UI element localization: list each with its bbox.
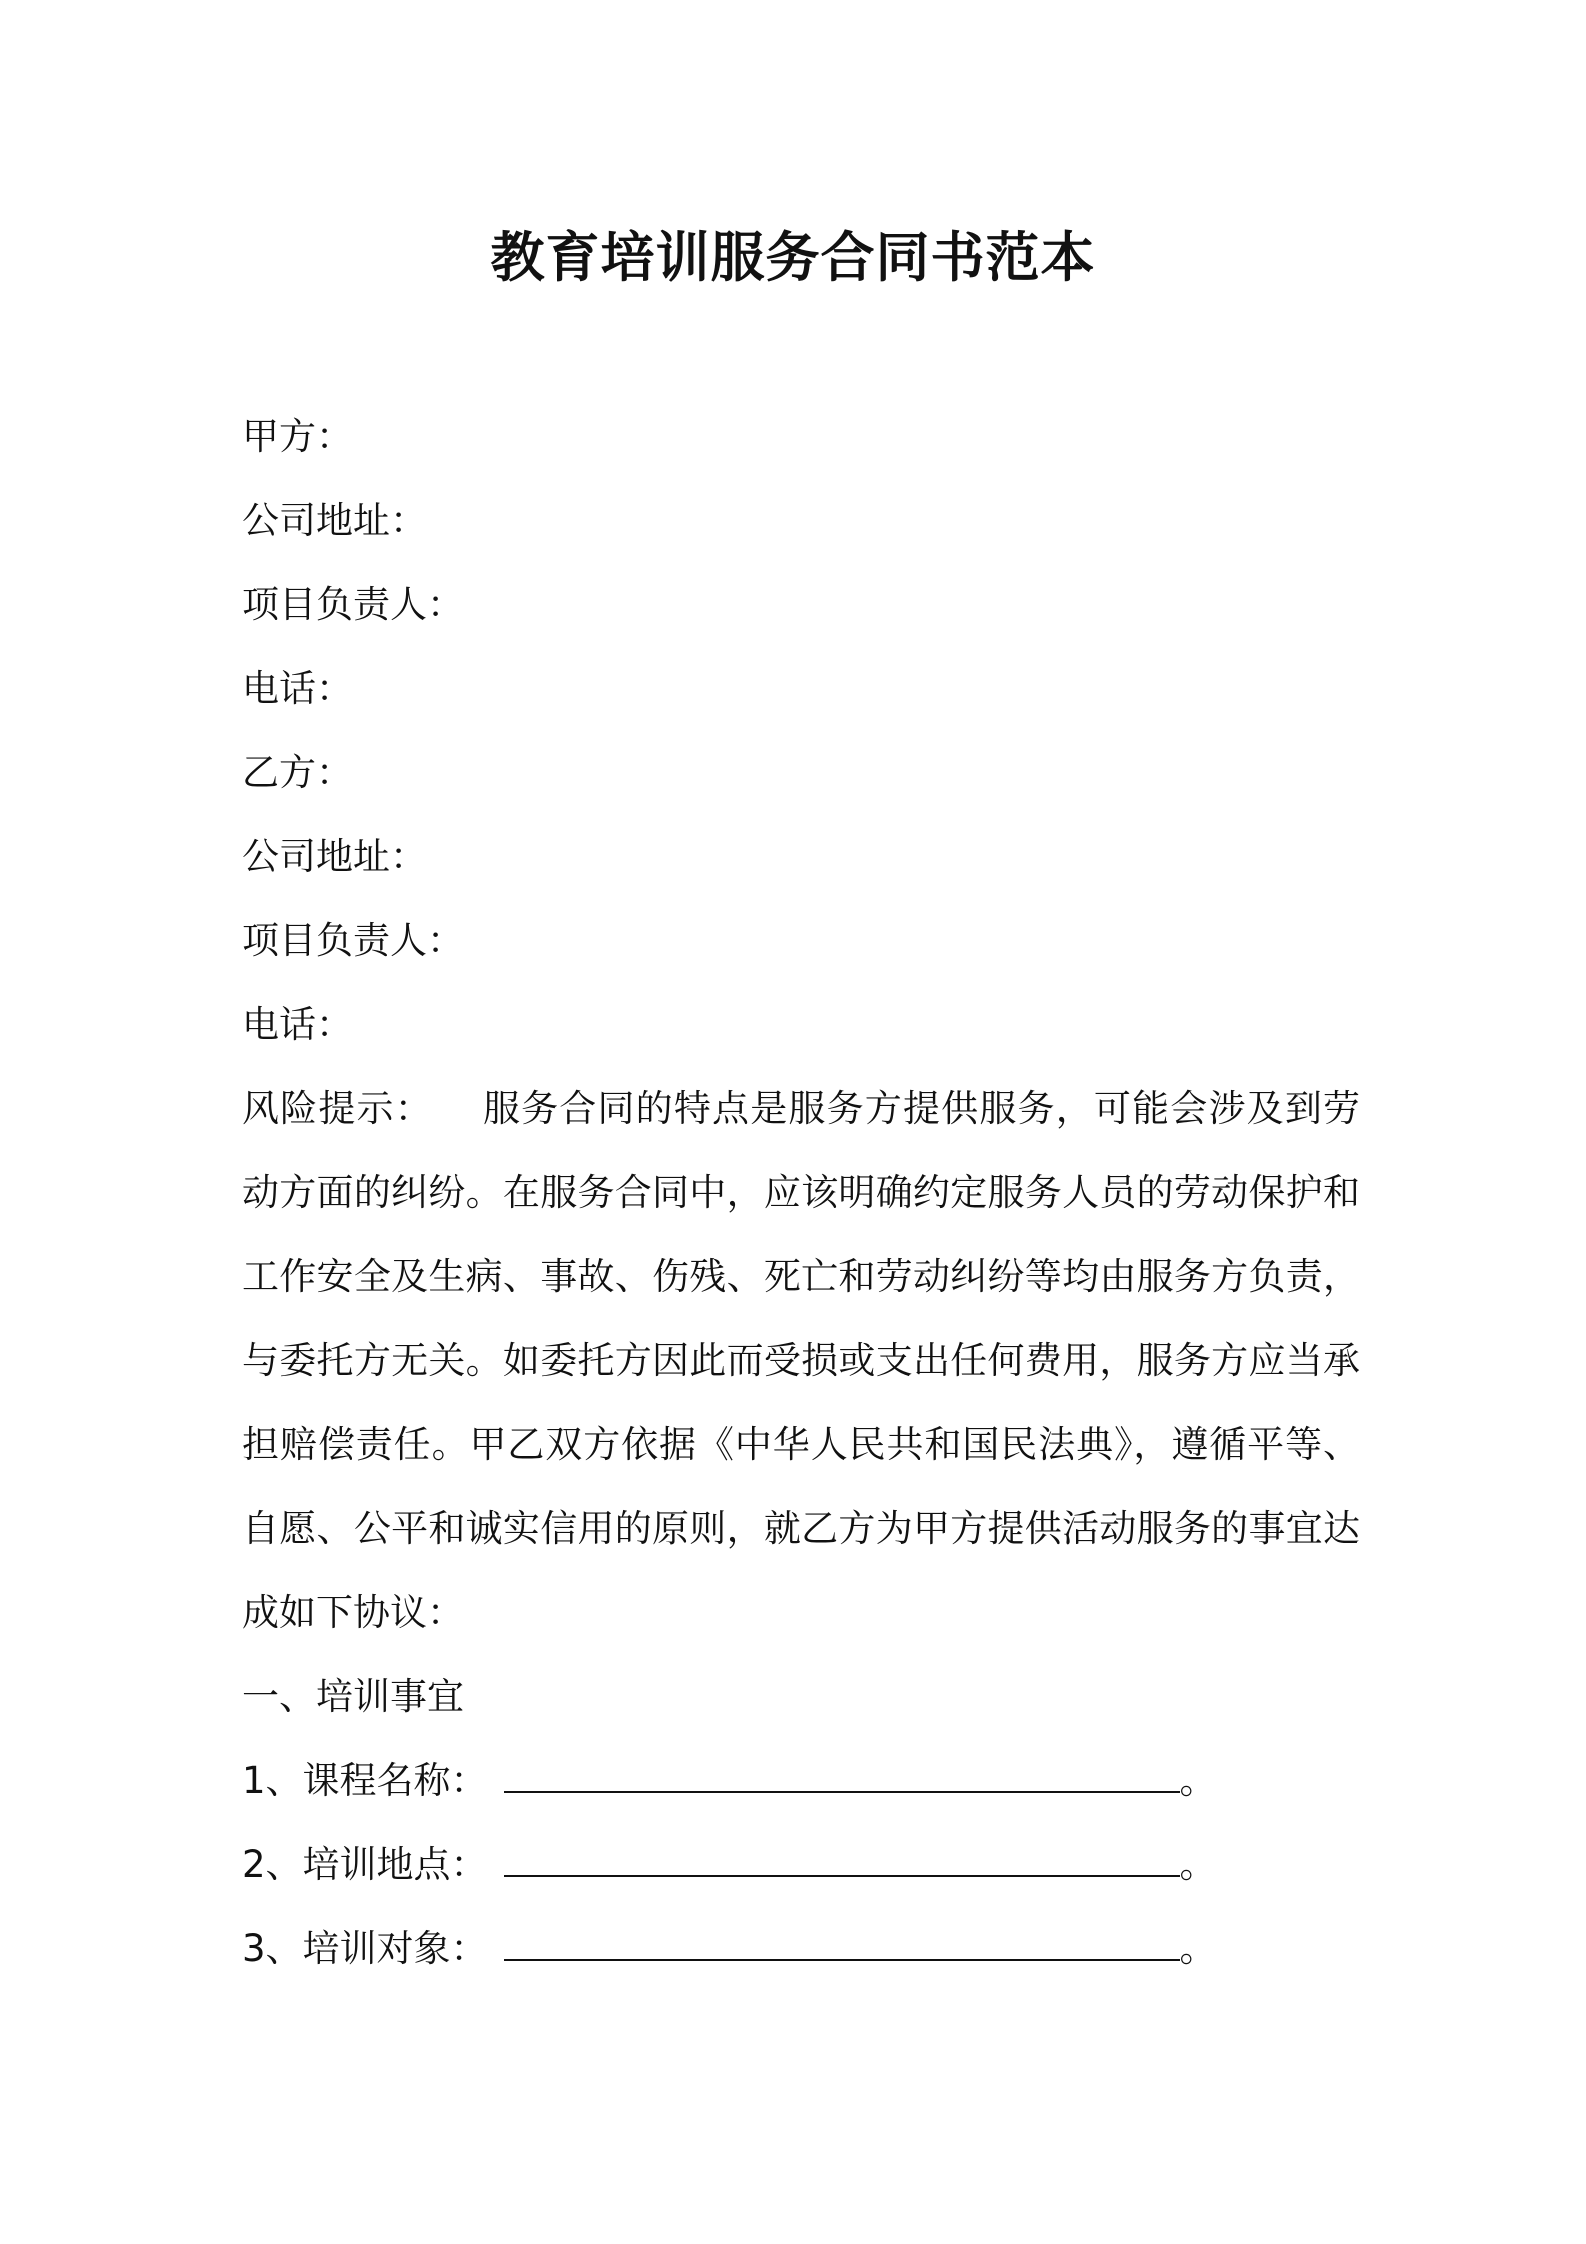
section-1-heading: 一、培训事宜 xyxy=(242,1675,464,1718)
field-end: 。 xyxy=(1179,1927,1217,1970)
party-a-address: 公司地址： xyxy=(242,499,427,542)
training-audience-blank[interactable] xyxy=(504,1913,1180,1961)
risk-notice-label: 风险提示： xyxy=(242,1087,433,1130)
party-b-label: 乙方： xyxy=(242,751,353,794)
course-name-blank[interactable] xyxy=(504,1745,1180,1793)
training-location-field xyxy=(242,1823,1360,1907)
field-end: 。 xyxy=(1179,1759,1217,1802)
party-a-phone: 电话： xyxy=(242,667,353,710)
field-end: 。 xyxy=(1179,1843,1217,1886)
training-location-blank[interactable] xyxy=(504,1829,1180,1877)
risk-notice-paragraph xyxy=(242,1067,1360,1655)
party-b-phone: 电话： xyxy=(242,1003,353,1046)
document-body xyxy=(242,395,1360,1991)
party-a-manager: 项目负责人： xyxy=(242,583,464,626)
party-b-manager: 项目负责人： xyxy=(242,919,464,962)
training-audience-field xyxy=(242,1907,1360,1991)
field-label: 2、培训地点： xyxy=(242,1843,488,1886)
party-a-label: 甲方： xyxy=(242,415,353,458)
risk-notice-text: 服务合同的特点是服务方提供服务，可能会涉及到劳动方面的纠纷。在服务合同中，应该明确约定服务人员的劳动保护和工作安全及生病、事故、伤残、死亡和劳动纠纷等均由服务方负责，与委托方无关。如委托方因此而受损或支出任何费用，服务方应当承担赔偿责任。甲乙双方依据《中华人民共和国民法典》，遵循平等、自愿、公平和诚实信用的原则，就乙方为甲方提供活动服务的事宜达成如下协议： xyxy=(242,1087,1361,1634)
party-b-address: 公司地址： xyxy=(242,835,427,878)
course-name-field xyxy=(242,1739,1360,1823)
document-title: 教育培训服务合同书范本 xyxy=(490,226,1096,289)
field-label: 3、培训对象： xyxy=(242,1927,488,1970)
field-label: 1、课程名称： xyxy=(242,1759,488,1802)
